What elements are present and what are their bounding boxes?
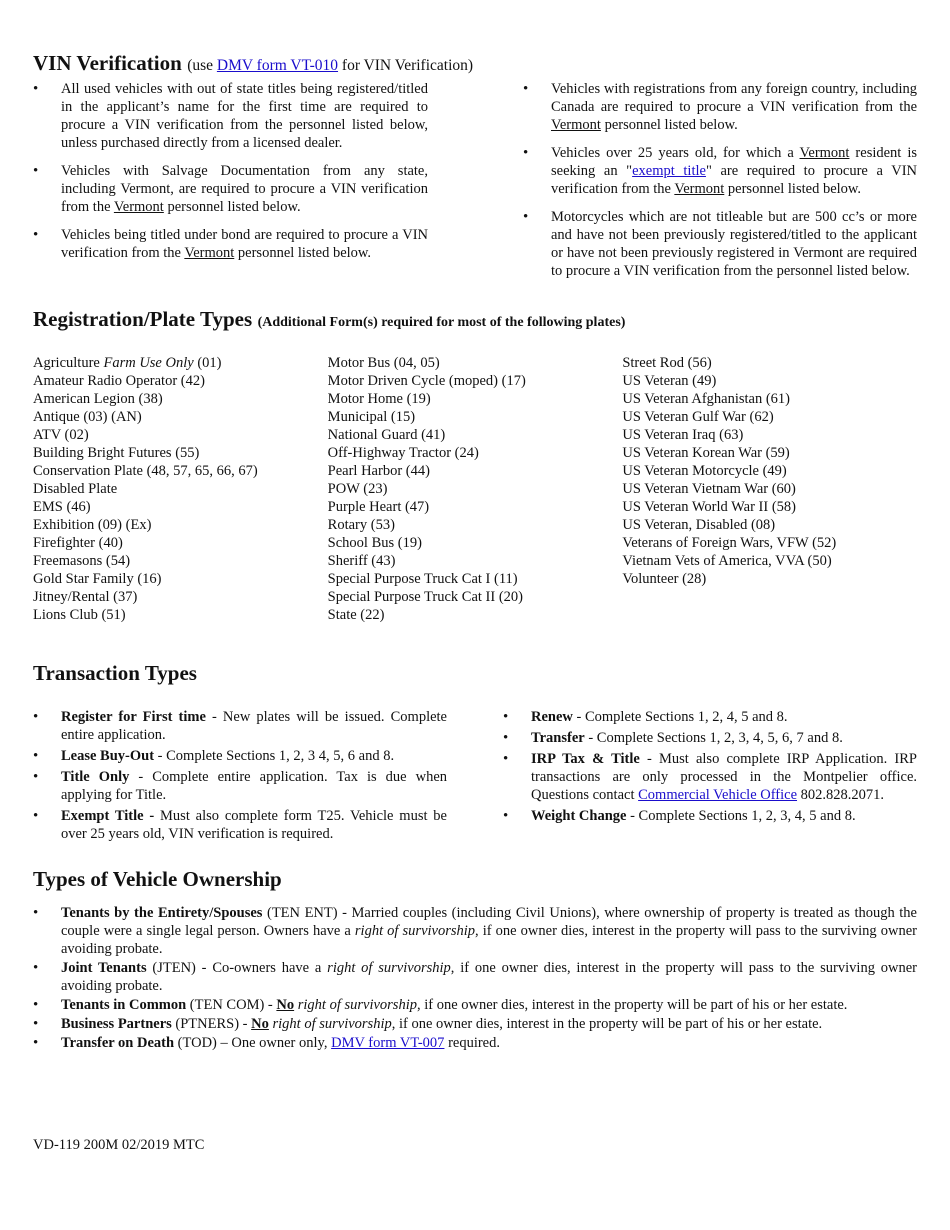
plate-types-grid bbox=[33, 354, 917, 624]
plate-type-item: US Veteran Korean War (59) bbox=[622, 445, 790, 461]
list-item: • Title Only - Complete entire application. Tax is due when applying for Title. bbox=[33, 768, 447, 804]
plate-type-item: State (22) bbox=[327, 607, 385, 623]
plate-type-item: US Veteran Iraq (63) bbox=[622, 427, 744, 443]
plate-type-item: Amateur Radio Operator (42) bbox=[33, 373, 205, 389]
plate-type-item: Vietnam Vets of America, VVA (50) bbox=[622, 553, 832, 569]
list-item: • Exempt Title - Must also complete form T25. Vehicle must be over 25 years old, VIN verification is required. bbox=[33, 807, 447, 843]
plate-type-item: Motor Bus (04, 05) bbox=[327, 355, 440, 371]
plate-type-item: Special Purpose Truck Cat II (20) bbox=[327, 589, 523, 605]
plate-type-item: Disabled Plate bbox=[33, 481, 118, 497]
list-item: • Register for First time - New plates will be issued. Complete entire application. bbox=[33, 708, 447, 744]
document-page bbox=[33, 50, 917, 1053]
transactions-left-list bbox=[33, 708, 447, 846]
list-item: • Weight Change - Complete Sections 1, 2, 3, 4, 5 and 8. bbox=[503, 807, 917, 825]
vin-right-list bbox=[523, 80, 917, 290]
plate-type-item: School Bus (19) bbox=[327, 535, 422, 551]
list-item: • Business Partners (PTNERS) - No right of survivorship, if one owner dies, interest in the property will be part of his or her estate. bbox=[33, 1015, 917, 1033]
plate-item-agriculture: Agriculture Farm Use Only (01) bbox=[33, 355, 222, 371]
list-item: • Renew - Complete Sections 1, 2, 4, 5 and 8. bbox=[503, 708, 917, 726]
plate-type-item: US Veteran World War II (58) bbox=[622, 499, 796, 515]
vin-left-list bbox=[33, 80, 428, 290]
plate-type-item: Municipal (15) bbox=[327, 409, 416, 425]
plate-type-item: Freemasons (54) bbox=[33, 553, 131, 569]
list-item: • Transfer on Death (TOD) – One owner only, DMV form VT-007 required. bbox=[33, 1034, 917, 1052]
list-item: • Tenants by the Entirety/Spouses (TEN ENT) - Married couples (including Civil Unions), where ownership of property is treated as though the couple were a single legal person. Owners have a right of survivorship, if one owner dies, interest in the property will pass to the surviving owner avoiding probate. bbox=[33, 904, 917, 958]
plate-type-item: Motor Home (19) bbox=[327, 391, 431, 407]
plates-column-3 bbox=[622, 354, 917, 624]
plate-type-item: US Veteran Gulf War (62) bbox=[622, 409, 774, 425]
plate-type-item: Pearl Harbor (44) bbox=[327, 463, 430, 479]
list-item: • Vehicles with Salvage Documentation from any state, including Vermont, are required to procure a VIN verification from the Vermont personnel listed below. bbox=[33, 162, 428, 216]
vin-heading bbox=[33, 50, 917, 76]
plate-type-item: Jitney/Rental (37) bbox=[33, 589, 138, 605]
list-item: • Vehicles with registrations from any foreign country, including Canada are required to procure a VIN verification from the Vermont personnel listed below. bbox=[523, 80, 917, 134]
plate-type-item: Veterans of Foreign Wars, VFW (52) bbox=[622, 535, 837, 551]
plate-type-item: ATV (02) bbox=[33, 427, 89, 443]
plate-type-item: US Veteran Afghanistan (61) bbox=[622, 391, 790, 407]
plate-type-item: American Legion (38) bbox=[33, 391, 163, 407]
plate-type-item: Sheriff (43) bbox=[327, 553, 396, 569]
plate-type-item: Exhibition (09) (Ex) bbox=[33, 517, 152, 533]
plate-type-item: Lions Club (51) bbox=[33, 607, 126, 623]
exempt-title-link[interactable]: exempt title bbox=[632, 163, 706, 179]
plates-column-2 bbox=[328, 354, 623, 624]
plate-type-item: Special Purpose Truck Cat I (11) bbox=[327, 571, 518, 587]
ownership-heading bbox=[33, 866, 917, 892]
plate-type-item: Motor Driven Cycle (moped) (17) bbox=[327, 373, 526, 389]
plate-type-item: Conservation Plate (48, 57, 65, 66, 67) bbox=[33, 463, 258, 479]
vt-007-link[interactable]: DMV form VT-007 bbox=[331, 1035, 445, 1051]
list-item: • Lease Buy-Out - Complete Sections 1, 2, 3 4, 5, 6 and 8. bbox=[33, 747, 447, 765]
plate-type-item: US Veteran Motorcycle (49) bbox=[622, 463, 787, 479]
transactions-heading bbox=[33, 660, 917, 686]
list-item: • Motorcycles which are not titleable but are 500 cc’s or more and have not been previously registered/titled to the applicant or have not been previously registered in Vermont are required to procure a VIN verification from the personnel listed below. bbox=[523, 208, 917, 280]
plate-type-item: EMS (46) bbox=[33, 499, 91, 515]
plate-type-item: Firefighter (40) bbox=[33, 535, 123, 551]
list-item: • IRP Tax & Title - Must also complete IRP Application. IRP transactions are only processed in the Montpelier office. Questions contact Commercial Vehicle Office 802.828.2071. bbox=[503, 750, 917, 804]
transaction-columns bbox=[33, 708, 917, 846]
plate-type-item: Rotary (53) bbox=[327, 517, 395, 533]
plates-heading bbox=[33, 306, 917, 332]
transactions-right-list bbox=[503, 708, 917, 846]
ownership-title: Types of Vehicle Ownership bbox=[33, 867, 282, 891]
ownership-list bbox=[33, 904, 917, 1052]
plate-type-item: US Veteran (49) bbox=[622, 373, 717, 389]
plates-column-1 bbox=[33, 354, 328, 624]
list-item: • All used vehicles with out of state titles being registered/titled in the applicant’s name for the first time are required to procure a VIN verification from the personnel listed below, unless purchased directly from a licensed dealer. bbox=[33, 80, 428, 152]
plate-type-item: Building Bright Futures (55) bbox=[33, 445, 200, 461]
plate-type-item: US Veteran, Disabled (08) bbox=[622, 517, 776, 533]
plate-type-item: POW (23) bbox=[327, 481, 388, 497]
list-item: • Vehicles being titled under bond are required to procure a VIN verification from the Vermont personnel listed below. bbox=[33, 226, 428, 262]
list-item: • Vehicles over 25 years old, for which a Vermont resident is seeking an "exempt title" are required to procure a VIN verification from the Vermont personnel listed below. bbox=[523, 144, 917, 198]
plate-type-item: National Guard (41) bbox=[327, 427, 446, 443]
plate-type-item: Purple Heart (47) bbox=[327, 499, 430, 515]
plate-type-item: Antique (03) (AN) bbox=[33, 409, 142, 425]
vt-010-link[interactable]: DMV form VT-010 bbox=[216, 57, 339, 74]
plate-type-item: Gold Star Family (16) bbox=[33, 571, 162, 587]
plate-type-item: Street Rod (56) bbox=[622, 355, 712, 371]
plate-type-item: Volunteer (28) bbox=[622, 571, 707, 587]
list-item: • Tenants in Common (TEN COM) - No right of survivorship, if one owner dies, interest in the property will be part of his or her estate. bbox=[33, 996, 917, 1014]
form-footer-code: VD-119 200M 02/2019 MTC bbox=[33, 1137, 205, 1153]
plate-type-item: US Veteran Vietnam War (60) bbox=[622, 481, 796, 497]
vin-subtitle: (use DMV form VT-010 for VIN Verification) bbox=[187, 57, 474, 74]
vin-columns bbox=[33, 80, 917, 290]
plates-subtitle: (Additional Form(s) required for most of the following plates) bbox=[257, 315, 626, 330]
plates-title: Registration/Plate Types bbox=[33, 307, 253, 331]
transactions-title: Transaction Types bbox=[33, 661, 197, 685]
vin-title: VIN Verification bbox=[33, 51, 182, 75]
commercial-vehicle-office-link[interactable]: Commercial Vehicle Office bbox=[638, 787, 798, 803]
list-item: • Joint Tenants (JTEN) - Co-owners have a right of survivorship, if one owner dies, interest in the property will pass to the surviving owner avoiding probate. bbox=[33, 959, 917, 995]
list-item: • Transfer - Complete Sections 1, 2, 3, 4, 5, 6, 7 and 8. bbox=[503, 729, 917, 747]
plate-type-item: Off-Highway Tractor (24) bbox=[327, 445, 479, 461]
